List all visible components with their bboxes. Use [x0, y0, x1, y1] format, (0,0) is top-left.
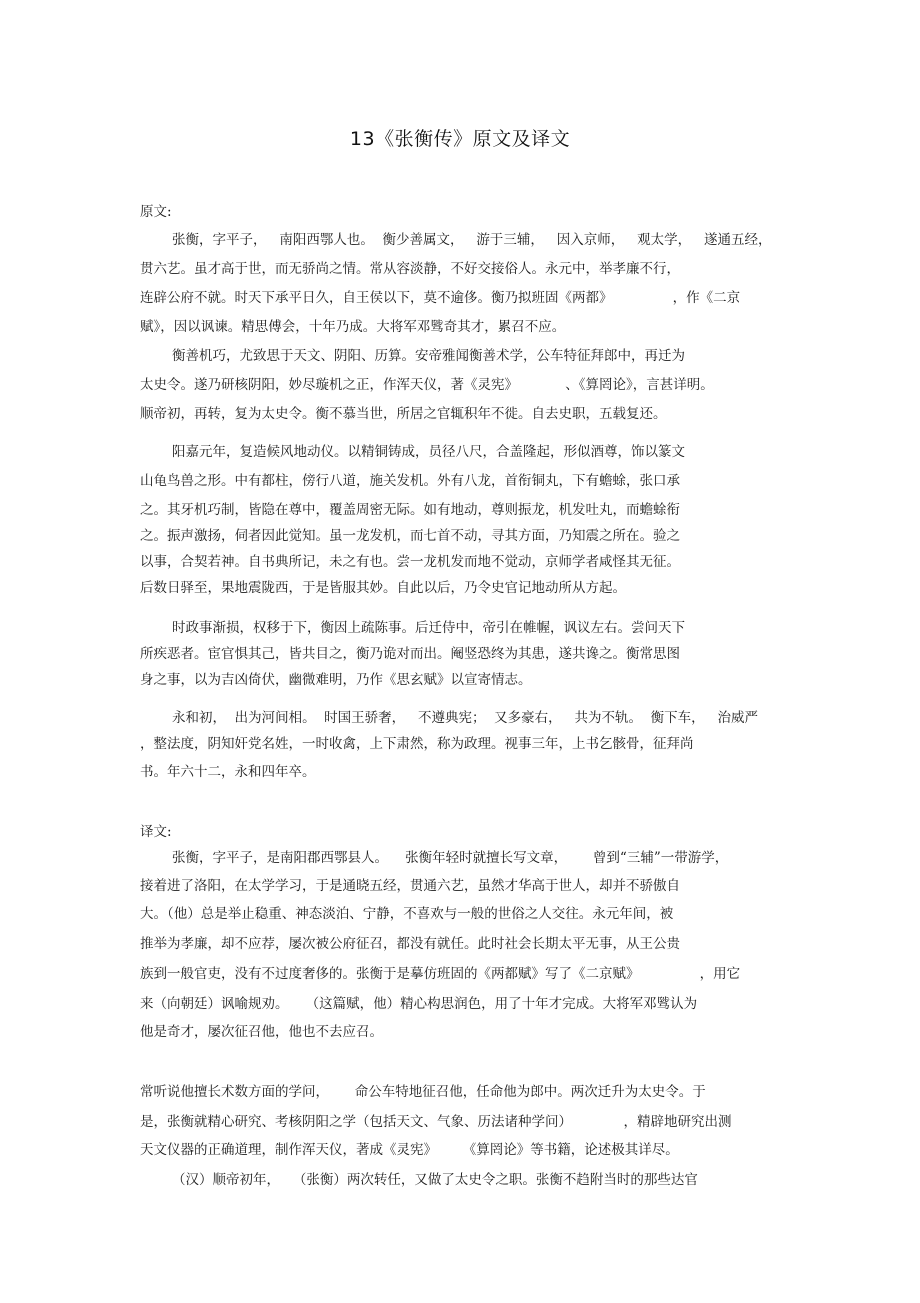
original-line: 贯六艺。虽才高于世，而无骄尚之情。常从容淡静，不好交接俗人。永元中，举孝廉不行， [140, 261, 680, 277]
original-line: 所疾恶者。宦官惧其己，皆共目之，衡乃诡对而出。阉竖恐终为其患，遂共谗之。衡常思图 [140, 646, 680, 662]
original-line: 后数日驿至，果地震陇西，于是皆服其妙。自此以后，乃令史官记地动所从方起。 [140, 580, 626, 596]
translation-line: 大。（他）总是举止稳重、神态淡泊、宁静，不喜欢与一般的世俗之人交往。永元年间，被 [140, 906, 674, 922]
translation-label: 译文: [140, 824, 172, 840]
original-label: 原文: [140, 204, 172, 220]
original-line: 赋》，因以讽谏。精思傅会，十年乃成。大将军邓骘奇其才，累召不应。 [140, 319, 566, 335]
original-line: 之。振声激扬，伺者因此觉知。虽一龙发机，而七首不动，寻其方面，乃知震之所在。验之 [140, 528, 680, 544]
original-line: 阳嘉元年，复造候风地动仪。以精铜铸成，员径八尺，合盖隆起，形似酒尊，饰以篆文 [172, 444, 685, 460]
original-line: 永和初， 出为河间相。 时国王骄奢， 不遵典宪； 又多豪右， 共为不轨。 衡下车， 治威严 [172, 710, 758, 726]
original-line: 衡善机巧，尤致思于天文、阴阳、历算。安帝雅闻衡善术学，公车特征拜郎中，再迁为 [172, 348, 685, 364]
original-line: ，整法度，阴知奸党名姓，一时收禽，上下肃然，称为政理。视事三年，上书乞骸骨，征拜尚 [140, 736, 694, 752]
translation-line: 来（向朝廷）讽喻规劝。 （这篇赋，他）精心构思润色，用了十年才完成。大将军邓骘认为 [140, 996, 698, 1012]
original-line: 张衡，字平子， 南阳西鄂人也。 衡少善属文， 游于三辅， 因入京师， 观太学， 遂通五经， [172, 232, 772, 248]
translation-line: 族到一般官吏，没有不过度奢侈的。张衡于是摹仿班固的《两都赋》写了《二京赋》 ，用它 [140, 966, 741, 982]
original-line: 时政事渐损，权移于下，衡因上疏陈事。后迁侍中，帝引在帷幄，讽议左右。尝问天下 [172, 620, 685, 636]
translation-line: 他是奇才，屡次征召他，他也不去应召。 [140, 1024, 383, 1040]
page-title: 13《张衡传》原文及译文 [349, 128, 571, 150]
original-line: 山龟鸟兽之形。中有都柱，傍行八道，施关发机。外有八龙，首衔铜丸，下有蟾蜍，张口承 [140, 473, 680, 489]
translation-line: 是，张衡就精心研究、考核阴阳之学（包括天文、气象、历法诸种学问） ，精辟地研究出测 [140, 1114, 732, 1130]
original-line: 连辟公府不就。时天下承平日久，自王侯以下，莫不逾侈。衡乃拟班固《两都》 ，作《二京 [140, 290, 741, 306]
original-line: 之。其牙机巧制，皆隐在尊中，覆盖周密无际。如有地动，尊则振龙，机发吐丸，而蟾蜍衔 [140, 502, 680, 518]
translation-line: 张衡，字平子，是南阳郡西鄂县人。 张衡年轻时就擅长写文章， 曾到“三辅”一带游学， [172, 850, 729, 866]
translation-line: 接着进了洛阳，在太学学习，于是通晓五经，贯通六艺，虽然才华高于世人，却并不骄傲自 [140, 878, 680, 894]
original-line: 顺帝初，再转，复为太史令。衡不慕当世，所居之官辄积年不徙。自去史职，五载复还。 [140, 406, 667, 422]
original-line: 身之事，以为吉凶倚伏，幽微难明，乃作《思玄赋》以宣寄情志。 [140, 672, 532, 688]
translation-line: 推举为孝廉，却不应荐，屡次被公府征召，都没有就任。此时社会长期太平无事，从王公贵 [140, 936, 680, 952]
original-line: 以事，合契若神。自书典所记，未之有也。尝一龙机发而地不觉动，京师学者咸怪其无征。 [140, 554, 680, 570]
translation-line: （汉）顺帝初年， （张衡）两次转任，又做了太史令之职。张衡不趋附当时的那些达官 [172, 1172, 698, 1188]
translation-line: 天文仪器的正确道理，制作浑天仪，著成《灵宪》 《算罔论》等书籍，论述极其详尽。 [140, 1142, 679, 1158]
original-line: 太史令。遂乃研核阴阳，妙尽璇机之正，作浑天仪，著《灵宪》 、《算罔论》，言甚详明。 [140, 377, 714, 393]
translation-line: 常听说他擅长术数方面的学问， 命公车特地征召他，任命他为郎中。两次迁升为太史令。于 [140, 1084, 706, 1100]
original-line: 书。年六十二，永和四年卒。 [140, 764, 316, 780]
